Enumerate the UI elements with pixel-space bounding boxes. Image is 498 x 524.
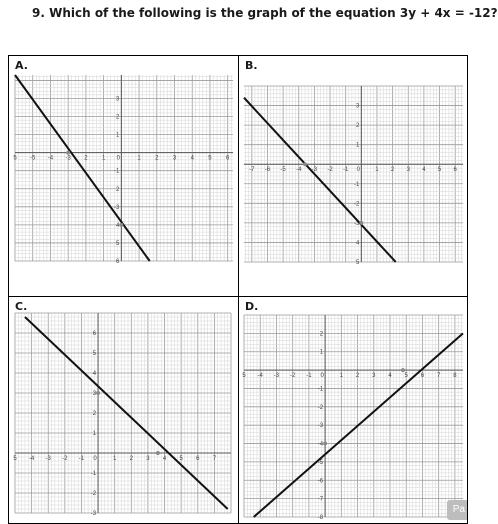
x-tick-label: 4 bbox=[422, 167, 426, 174]
y-tick-label: 4 bbox=[92, 371, 97, 377]
x-tick-label: -4 bbox=[47, 155, 54, 162]
x-tick-label: 5 bbox=[13, 155, 17, 162]
page-tab[interactable]: Pa bbox=[447, 500, 467, 520]
question-text: 9. Which of the following is the graph of the equation 3y + 4x = -12? bbox=[32, 6, 498, 20]
y-tick-label: 6 bbox=[115, 259, 120, 265]
x-tick-label: 5 bbox=[13, 456, 17, 462]
x-tick-label: -7 bbox=[249, 167, 255, 174]
y-tick-label: 3 bbox=[355, 103, 360, 110]
x-tick-label: -2 bbox=[289, 373, 296, 380]
x-tick-label: 6 bbox=[453, 167, 457, 174]
choice-b-label: B. bbox=[245, 59, 258, 72]
y-tick-label: -2 bbox=[353, 201, 360, 208]
x-tick-label: -6 bbox=[264, 167, 271, 174]
y-tick-label: 2 bbox=[115, 114, 120, 121]
x-tick-label: -4 bbox=[296, 167, 302, 174]
x-tick-label: 3 bbox=[406, 167, 410, 174]
x-tick-label: 5 bbox=[242, 373, 246, 380]
x-tick-label: -3 bbox=[45, 456, 51, 462]
x-tick-label: 0 bbox=[320, 373, 324, 380]
y-tick-label: 2 bbox=[355, 123, 360, 130]
y-tick-label: -2 bbox=[90, 491, 97, 497]
x-tick-label: -2 bbox=[327, 167, 333, 174]
intercept-point bbox=[66, 151, 70, 155]
y-tick-label: 1 bbox=[355, 142, 360, 149]
y-tick-label: -3 bbox=[113, 204, 120, 211]
intercept-point bbox=[96, 391, 100, 395]
answer-choice-table bbox=[8, 55, 468, 524]
x-tick-label: 6 bbox=[420, 373, 425, 380]
x-tick-label: 2 bbox=[84, 155, 88, 162]
y-tick-label: 2 bbox=[319, 331, 324, 338]
y-tick-label: -6 bbox=[317, 478, 324, 485]
y-tick-label: 1 bbox=[115, 132, 120, 139]
x-tick-label: 4 bbox=[162, 456, 167, 462]
y-tick-label: 5 bbox=[115, 240, 120, 247]
intercept-point bbox=[119, 223, 123, 227]
x-tick-label: 0 bbox=[93, 456, 97, 462]
x-tick-label: 5 bbox=[179, 456, 183, 462]
x-tick-label: 8 bbox=[453, 373, 457, 380]
x-tick-label: 4 bbox=[190, 155, 194, 162]
x-tick-label: 1 bbox=[101, 155, 106, 162]
y-tick-label: 1 bbox=[319, 349, 324, 356]
graph-d bbox=[242, 315, 463, 521]
x-tick-label: 4 bbox=[388, 373, 392, 380]
choice-a-cell[interactable] bbox=[9, 56, 239, 297]
x-tick-label: 7 bbox=[436, 373, 441, 380]
graph-a bbox=[13, 75, 233, 265]
x-tick-label: 3 bbox=[146, 456, 150, 462]
y-tick-label: -1 bbox=[90, 471, 97, 477]
x-tick-label: -3 bbox=[311, 167, 318, 174]
choice-c-cell[interactable] bbox=[9, 297, 239, 524]
x-tick-label: 3 bbox=[172, 155, 177, 162]
y-tick-label: -1 bbox=[113, 168, 120, 175]
x-tick-label: -1 bbox=[306, 373, 312, 380]
x-tick-label: 6 bbox=[226, 155, 230, 162]
x-tick-label: 5 bbox=[404, 373, 408, 380]
x-tick-label: 1 bbox=[113, 456, 117, 462]
choice-c-label: C. bbox=[15, 300, 28, 313]
intercept-point bbox=[359, 221, 363, 225]
y-tick-label: 4 bbox=[115, 222, 120, 229]
x-tick-label: 2 bbox=[155, 155, 159, 162]
x-tick-label: 3 bbox=[372, 373, 376, 380]
y-tick-label: -1 bbox=[317, 386, 324, 393]
choice-a-label: A. bbox=[15, 59, 28, 72]
x-tick-label: 1 bbox=[137, 155, 141, 162]
y-tick-label: -5 bbox=[317, 459, 324, 466]
x-tick-label: -5 bbox=[280, 167, 286, 174]
y-tick-label: -1 bbox=[353, 181, 360, 188]
x-tick-label: -3 bbox=[65, 155, 71, 162]
x-tick-label: 2 bbox=[390, 167, 395, 174]
y-tick-label: 5 bbox=[355, 260, 360, 266]
y-tick-label: 2 bbox=[115, 186, 120, 193]
y-tick-label: 5 bbox=[92, 351, 97, 357]
intercept-point bbox=[323, 442, 327, 446]
y-tick-label: -7 bbox=[317, 496, 324, 503]
intercept-point bbox=[303, 162, 307, 166]
y-tick-label: 3 bbox=[92, 391, 97, 397]
y-tick-label: -3 bbox=[317, 423, 324, 430]
x-tick-label: -2 bbox=[62, 456, 68, 462]
intercept-point bbox=[401, 368, 405, 372]
x-tick-label: -4 bbox=[257, 373, 263, 380]
y-tick-label: 4 bbox=[355, 240, 360, 247]
choice-d-cell[interactable] bbox=[239, 297, 468, 524]
intercept-point bbox=[156, 451, 160, 455]
graph-b bbox=[244, 86, 463, 266]
y-tick-label: -4 bbox=[317, 441, 324, 448]
x-tick-label: 2 bbox=[129, 456, 133, 462]
x-tick-label: 0 bbox=[116, 155, 121, 162]
x-tick-label: -4 bbox=[28, 456, 35, 462]
y-tick-label: -8 bbox=[317, 515, 324, 521]
x-tick-label: -1 bbox=[78, 456, 85, 462]
choice-b-cell[interactable] bbox=[239, 56, 468, 297]
x-tick-label: -1 bbox=[343, 167, 349, 174]
x-tick-label: 1 bbox=[375, 167, 379, 174]
x-tick-label: -5 bbox=[30, 155, 36, 162]
y-tick-label: 2 bbox=[92, 411, 97, 417]
x-tick-label: 5 bbox=[208, 155, 212, 162]
choice-d-label: D. bbox=[245, 300, 259, 313]
x-tick-label: 5 bbox=[437, 167, 442, 174]
x-tick-label: 0 bbox=[356, 167, 360, 174]
graph-c bbox=[13, 313, 231, 517]
y-tick-label: 1 bbox=[92, 431, 97, 437]
x-tick-label: 1 bbox=[339, 373, 344, 380]
y-tick-label: 6 bbox=[92, 331, 97, 337]
y-tick-label: -2 bbox=[317, 404, 324, 411]
y-tick-label: 3 bbox=[115, 96, 120, 103]
x-tick-label: 2 bbox=[355, 373, 360, 380]
x-tick-label: 7 bbox=[212, 456, 217, 462]
y-tick-label: -3 bbox=[90, 511, 97, 517]
x-tick-label: -3 bbox=[273, 373, 280, 380]
y-tick-label: -3 bbox=[353, 220, 360, 227]
x-tick-label: 6 bbox=[196, 456, 200, 462]
